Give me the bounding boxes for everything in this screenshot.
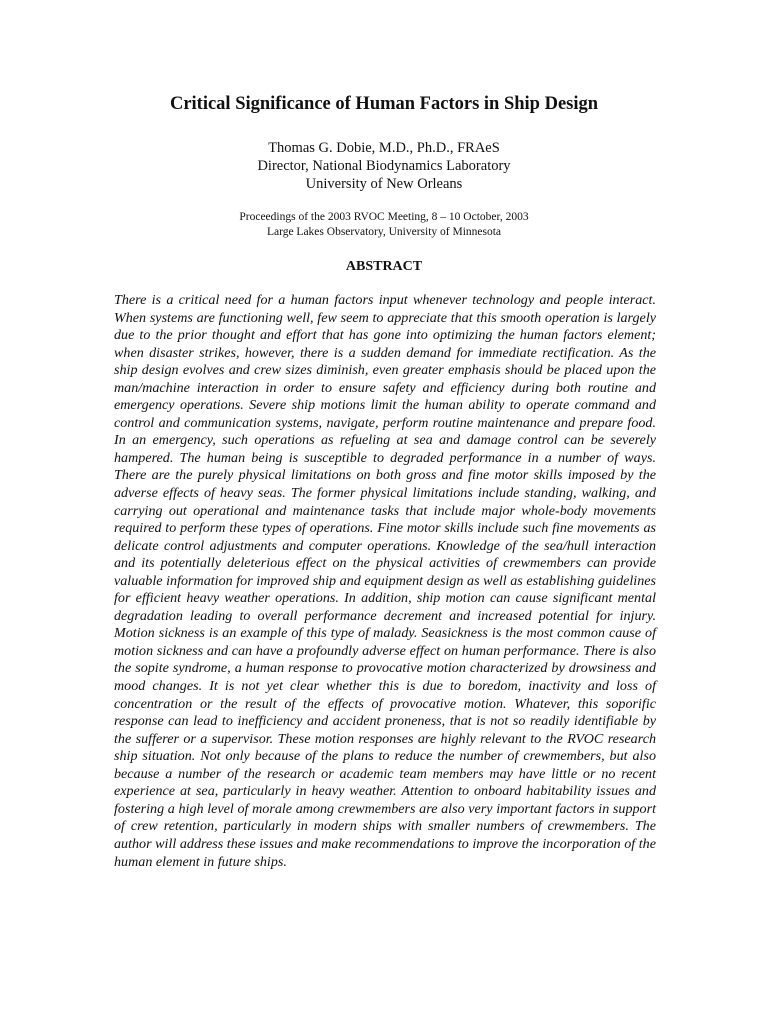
abstract-body: There is a critical need for a human factors input whenever technology and people interact. When systems are functioning well, few seem to appreciate that this smooth operation is largely due to the prior thought and effort that has gone into optimizing the human factors element; when disaster strikes, however, there is a sudden demand for immediate rectification. As the ship design evolves and crew sizes diminish, even greater emphasis should be placed upon the man/machine interaction in order to ensure safety and efficiency during both routine and emergency operations. Severe ship motions limit the human ability to operate command and control and communication systems, navigate, perform routine maintenance and prepare food. In an emergency, such operations as refueling at sea and damage control can be severely hampered. The human being is susceptible to degraded performance in a number of ways. There are the purely physical limitations on both gross and fine motor skills imposed by the adverse effects of heavy seas. The former physical limitations include standing, walking, and carrying out operational and maintenance tasks that include major whole-body movements required to perform these types of operations. Fine motor skills include such fine movements as delicate control adjustments and computer operations. Knowledge of the sea/hull interaction and its potentially deleterious effect on the physical activities of crewmembers can provide valuable information for improved ship and equipment design as well as establishing guidelines for efficient heavy weather operations. In addition, ship motion can cause significant mental degradation leading to overall performance decrement and increased potential for injury. Motion sickness is an example of this type of malady. Seasickness is the most common cause of motion sickness and can have a profoundly adverse effect on human performance. There is also the sopite syndrome, a human response to provocative motion characterized by drowsiness and mood changes. It is not yet clear whether this is due to boredom, inactivity and loss of concentration or the result of the effects of provocative motion. Whatever, this soporific response can lead to inefficiency and accident proneness, that is not so readily identifiable by the sufferer or a supervisor. These motion responses are highly relevant to the RVOC research ship situation. Not only because of the plans to reduce the number of crewmembers, but also because a number of the research or academic team members may have little or no recent experience at sea, particularly in heavy weather. Attention to onboard habitability issues and fostering a high level of morale among crewmembers are also very important factors in support of crew retention, particularly in modern ships with smaller numbers of crewmembers. The author will address these issues and make recommendations to improve the incorporation of the human element in future ships. (114, 292, 656, 870)
proceedings-line-1: Proceedings of the 2003 RVOC Meeting, 8 – 10 October, 2003 (239, 211, 529, 223)
author-name: Thomas G. Dobie, M.D., Ph.D., FRAeS (268, 140, 500, 156)
author-institution: University of New Orleans (305, 176, 463, 192)
paper-title: Critical Significance of Human Factors in Ship Design (169, 94, 599, 114)
proceedings-block (0, 210, 768, 240)
proceedings-line-2: Large Lakes Observatory, University of Minnesota (266, 226, 502, 238)
author-block (0, 139, 768, 193)
author-position: Director, National Biodynamics Laboratory (257, 158, 511, 174)
abstract-heading: ABSTRACT (345, 259, 423, 274)
